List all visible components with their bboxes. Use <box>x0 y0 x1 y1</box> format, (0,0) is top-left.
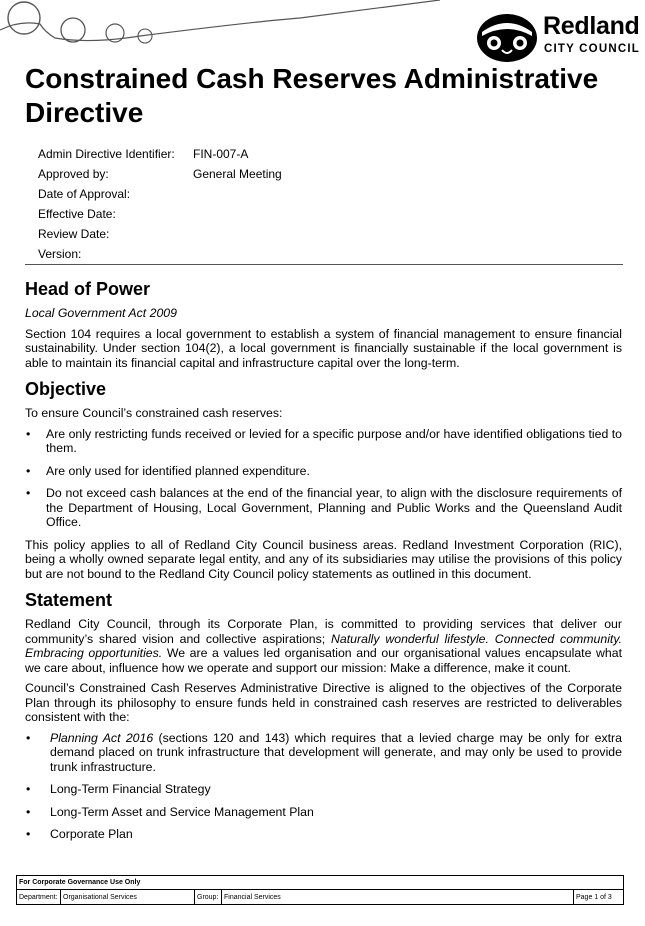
divider <box>25 264 623 265</box>
list-item-text: Are only used for identified planned expenditure. <box>46 463 310 478</box>
meta-value: FIN-007-A <box>193 147 249 161</box>
paragraph: To ensure Council’s constrained cash reserves: <box>25 406 283 420</box>
list-item-text: Long-Term Asset and Service Management Plan <box>50 804 314 819</box>
italic-text: Planning Act 2016 <box>50 730 154 745</box>
list-item <box>25 464 622 479</box>
list-item <box>25 805 622 820</box>
paragraph: This policy applies to all of Redland City Council business areas. Redland Investment Corporation (RIC), being a wholly owned separate legal entity, and any of its subsidiaries may utilise the provisions of this policy but are not bound to the Redland City Council policy statements as outlined in this document. <box>25 537 622 581</box>
bullet-icon: • <box>26 804 31 819</box>
head-of-power-section <box>25 278 622 370</box>
meta-label: Effective Date: <box>38 207 116 221</box>
section-heading: Statement <box>25 590 113 610</box>
meta-label: Version: <box>38 247 82 261</box>
list-item <box>25 486 622 530</box>
document-title: Constrained Cash Reserves Administrative Directive <box>25 63 599 128</box>
list-item-text: Do not exceed cash balances at the end of the financial year, to align with the disclosure requirements of the Department of Housing, Local Government, Planning and Public Works and the Queensland Audit Office. <box>46 486 622 529</box>
meta-label: Review Date: <box>38 227 110 241</box>
footer-group-label: Group: <box>197 894 219 901</box>
section-heading: Objective <box>25 379 107 399</box>
list-item-text: Corporate Plan <box>50 827 133 841</box>
statement-section <box>25 589 622 842</box>
footer-dept-value: Organisational Services <box>63 894 137 901</box>
logo-subtitle: CITY COUNCIL <box>544 43 640 55</box>
footer-group-value: Financial Services <box>224 894 281 901</box>
wave-decoration <box>0 0 440 44</box>
bullet-icon: • <box>26 463 31 478</box>
logo-name: Redland <box>543 12 640 40</box>
objective-section <box>25 378 622 581</box>
council-logo <box>474 10 640 64</box>
document-footer <box>16 875 624 905</box>
bullet-icon: • <box>26 827 31 841</box>
paragraph <box>25 617 622 675</box>
act-reference: Local Government Act 2009 <box>25 306 177 320</box>
section-heading: Head of Power <box>25 279 151 299</box>
text-run: Redland City Council, through its Corporate Plan, is committed to providing services that deliver our community’s shared vision and collective aspirations; <box>25 617 622 646</box>
text-run: We are a values led organisation and our organisational values encapsulate what we care about, influence how we operate and support our mission: Make a difference, make it count. <box>25 646 622 675</box>
meta-value: General Meeting <box>193 167 282 181</box>
list-item <box>25 782 622 797</box>
document-body <box>25 278 622 850</box>
list-item <box>25 827 622 842</box>
bullet-icon: • <box>26 730 31 745</box>
list-item-text: Long-Term Financial Strategy <box>50 782 211 796</box>
paragraph: Council’s Constrained Cash Reserves Administrative Directive is aligned to the objectives of the Corporate Plan through its philosophy to ensure funds held in constrained cash reserves are restricted to deliverables consistent with the: <box>25 681 622 724</box>
paragraph: Section 104 requires a local government to establish a system of financial management to ensure financial sustainability. Under section 104(2), a local government is financially sustainable if the local government is able to maintain its financial capital and infrastructure capital over the long-term. <box>25 326 622 370</box>
list-item <box>25 427 622 456</box>
meta-label: Admin Directive Identifier: <box>38 147 175 161</box>
list-item <box>25 731 622 775</box>
text-run: (sections 120 and 143) which requires that a levied charge may be only for extra demand placed on trunk infrastructure that development will generate, and may only be used to provide trunk infrastructure. <box>50 730 622 774</box>
objective-list <box>25 427 622 530</box>
statement-list <box>25 731 622 842</box>
meta-label: Date of Approval: <box>38 187 131 201</box>
bullet-icon: • <box>26 782 31 796</box>
bullet-icon: • <box>26 426 31 441</box>
footer-row <box>17 890 623 905</box>
council-logo-icon <box>474 10 540 64</box>
italic-text: Naturally wonderful lifestyle. Connected community. Embracing opportunities. <box>25 631 622 660</box>
footer-notice: For Corporate Governance Use Only <box>17 876 623 890</box>
page-number: Page 1 of 3 <box>576 894 612 901</box>
list-item-text: Are only restricting funds received or levied for a specific purpose and/or have identified obligations tied to them. <box>46 426 622 455</box>
footer-dept-label: Department: <box>19 894 58 901</box>
bullet-icon: • <box>26 486 31 500</box>
meta-label: Approved by: <box>38 167 109 181</box>
